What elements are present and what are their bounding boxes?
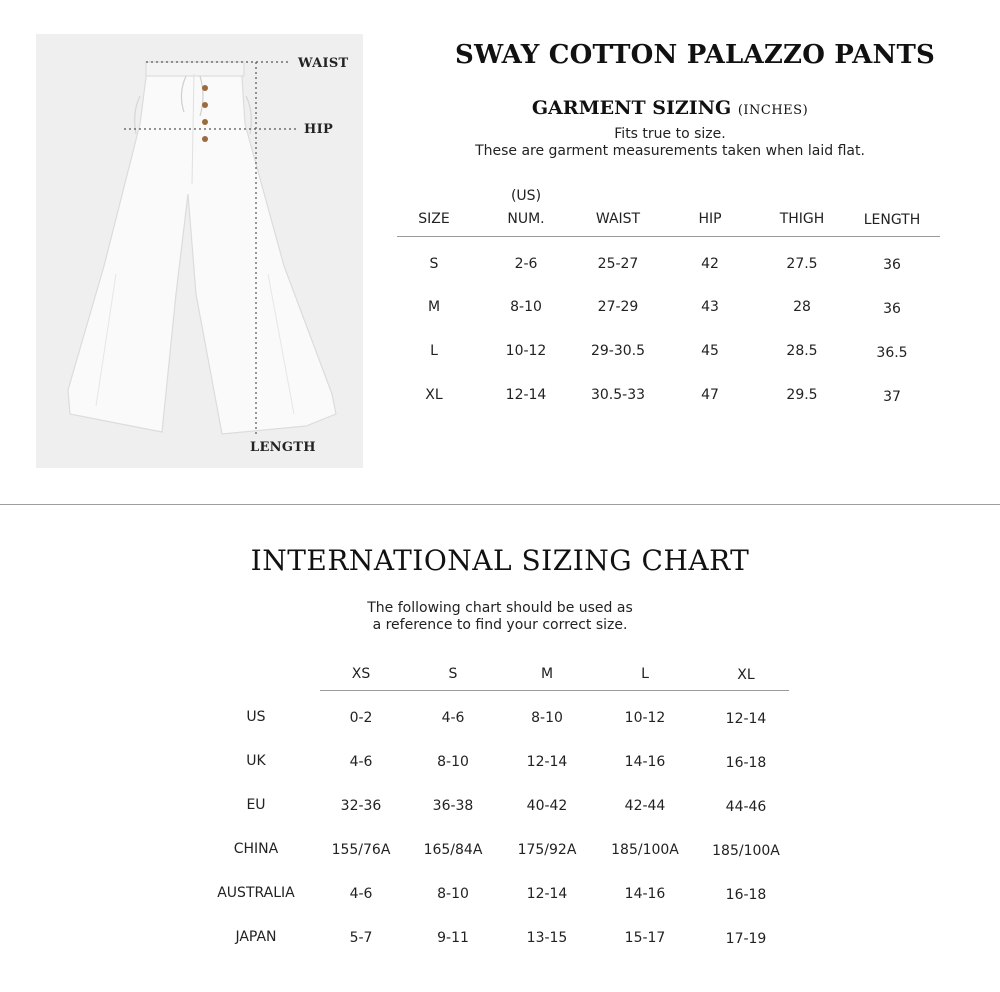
cell-xl: 44-46 bbox=[725, 799, 767, 815]
row-label: AUSTRALIA bbox=[217, 885, 295, 901]
cell-num: 2-6 bbox=[514, 256, 538, 272]
cell-thigh: 28 bbox=[793, 299, 811, 315]
cell-size: L bbox=[430, 343, 438, 359]
section-divider bbox=[0, 504, 1000, 505]
product-photo bbox=[36, 34, 363, 468]
cell-xs: 32-36 bbox=[340, 798, 382, 814]
intl-note-line1: The following chart should be used as bbox=[367, 600, 633, 616]
pants-illustration bbox=[36, 34, 363, 468]
cell-xl: 16-18 bbox=[725, 887, 767, 903]
garment-sizing-units: (INCHES) bbox=[737, 103, 809, 118]
cell-m: 8-10 bbox=[531, 710, 563, 726]
cell-l: 185/100A bbox=[611, 842, 679, 858]
cell-xs: 4-6 bbox=[349, 886, 373, 902]
cell-thigh: 29.5 bbox=[786, 387, 818, 403]
intl-col-s: S bbox=[448, 666, 458, 682]
cell-s: 165/84A bbox=[423, 842, 483, 858]
waist-label: WAIST bbox=[298, 56, 349, 71]
garment-note-line1: Fits true to size. bbox=[614, 126, 726, 142]
cell-m: 12-14 bbox=[526, 886, 568, 902]
cell-m: 13-15 bbox=[526, 930, 568, 946]
garment-header-rule bbox=[397, 236, 940, 237]
hip-label: HIP bbox=[304, 122, 334, 137]
cell-length: 36 bbox=[883, 257, 901, 273]
product-title: SWAY COTTON PALAZZO PANTS bbox=[454, 40, 936, 70]
intl-col-l: L bbox=[641, 666, 649, 682]
cell-size: XL bbox=[425, 387, 443, 403]
col-header-thigh: THIGH bbox=[779, 211, 825, 227]
cell-s: 9-11 bbox=[437, 930, 469, 946]
cell-l: 14-16 bbox=[624, 886, 666, 902]
cell-waist: 30.5-33 bbox=[590, 387, 646, 403]
cell-waist: 29-30.5 bbox=[590, 343, 646, 359]
cell-xs: 0-2 bbox=[349, 710, 373, 726]
intl-col-xl: XL bbox=[737, 667, 755, 683]
cell-num: 10-12 bbox=[505, 343, 547, 359]
cell-hip: 45 bbox=[701, 343, 719, 359]
cell-xl: 185/100A bbox=[712, 843, 780, 859]
garment-sizing-heading bbox=[390, 97, 950, 119]
cell-waist: 27-29 bbox=[597, 299, 639, 315]
cell-l: 14-16 bbox=[624, 754, 666, 770]
cell-m: 40-42 bbox=[526, 798, 568, 814]
col-header-waist: WAIST bbox=[595, 211, 641, 227]
col-header-length: LENGTH bbox=[863, 212, 921, 228]
cell-s: 36-38 bbox=[432, 798, 474, 814]
col-header-hip: HIP bbox=[698, 211, 722, 227]
intl-header-rule bbox=[320, 690, 789, 691]
cell-num: 8-10 bbox=[510, 299, 542, 315]
cell-m: 12-14 bbox=[526, 754, 568, 770]
row-label: US bbox=[246, 709, 266, 725]
intl-note-line2: a reference to find your correct size. bbox=[372, 617, 628, 633]
col-header-us: (US) bbox=[510, 188, 542, 204]
cell-xl: 12-14 bbox=[725, 711, 767, 727]
cell-hip: 42 bbox=[701, 256, 719, 272]
cell-s: 8-10 bbox=[437, 886, 469, 902]
cell-num: 12-14 bbox=[505, 387, 547, 403]
cell-xs: 155/76A bbox=[331, 842, 391, 858]
cell-size: M bbox=[427, 299, 441, 315]
cell-xl: 17-19 bbox=[725, 931, 767, 947]
cell-waist: 25-27 bbox=[597, 256, 639, 272]
cell-thigh: 27.5 bbox=[786, 256, 818, 272]
cell-l: 15-17 bbox=[624, 930, 666, 946]
cell-length: 36.5 bbox=[876, 345, 908, 361]
length-label: LENGTH bbox=[250, 440, 316, 455]
cell-size: S bbox=[429, 256, 439, 272]
cell-length: 37 bbox=[883, 389, 901, 405]
cell-l: 10-12 bbox=[624, 710, 666, 726]
cell-s: 4-6 bbox=[441, 710, 465, 726]
row-label: UK bbox=[246, 753, 266, 769]
garment-note-line2: These are garment measurements taken when laid flat. bbox=[475, 143, 865, 159]
cell-xs: 4-6 bbox=[349, 754, 373, 770]
cell-xs: 5-7 bbox=[349, 930, 373, 946]
cell-length: 36 bbox=[883, 301, 901, 317]
intl-title: INTERNATIONAL SIZING CHART bbox=[250, 544, 750, 577]
cell-thigh: 28.5 bbox=[786, 343, 818, 359]
col-header-size: SIZE bbox=[418, 211, 450, 227]
cell-m: 175/92A bbox=[517, 842, 577, 858]
cell-s: 8-10 bbox=[437, 754, 469, 770]
garment-sizing-title: GARMENT SIZING bbox=[531, 97, 732, 119]
col-header-num: NUM. bbox=[507, 211, 545, 227]
cell-hip: 43 bbox=[701, 299, 719, 315]
intl-col-xs: XS bbox=[351, 666, 371, 682]
cell-l: 42-44 bbox=[624, 798, 666, 814]
cell-hip: 47 bbox=[701, 387, 719, 403]
row-label: JAPAN bbox=[235, 929, 277, 945]
intl-col-m: M bbox=[540, 666, 554, 682]
cell-xl: 16-18 bbox=[725, 755, 767, 771]
row-label: CHINA bbox=[233, 841, 279, 857]
row-label: EU bbox=[246, 797, 266, 813]
